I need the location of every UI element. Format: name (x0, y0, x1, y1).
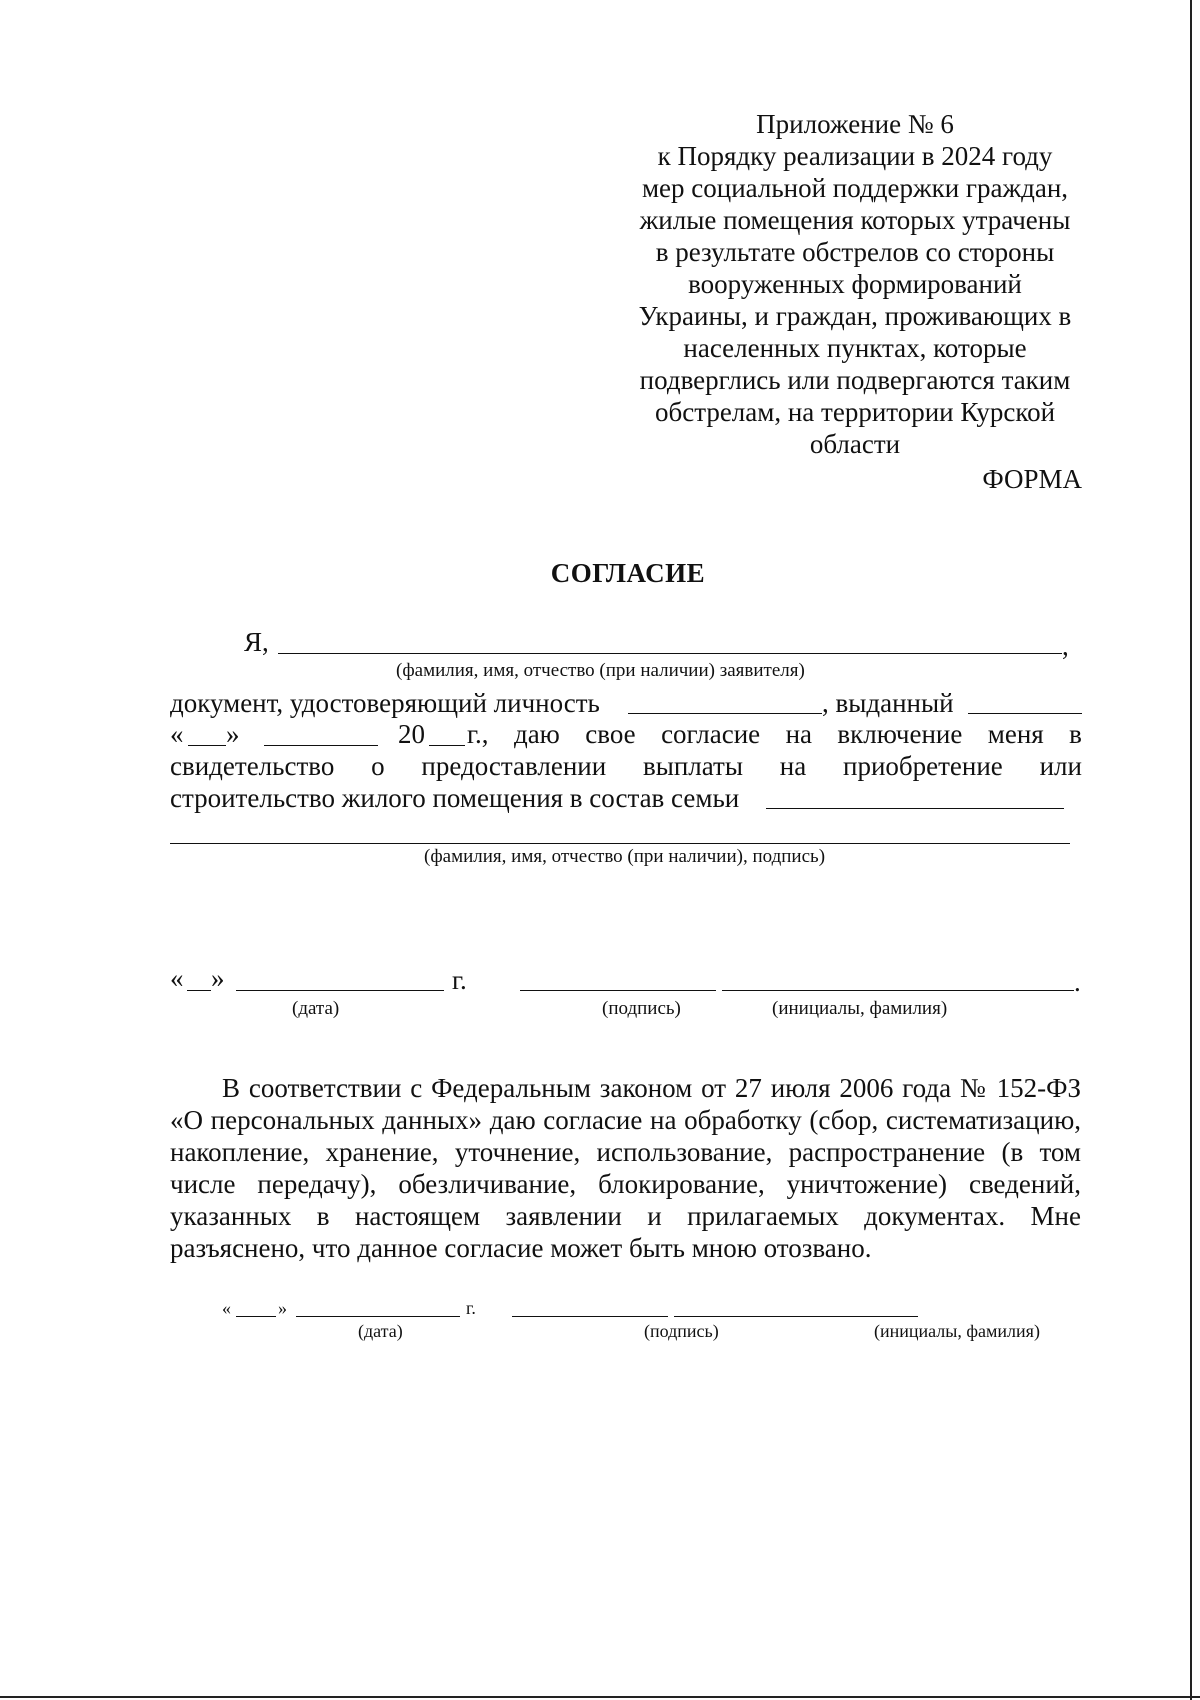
sign2-date-field[interactable] (296, 1316, 460, 1317)
family-label: строительство жилого помещения в состав семьи (170, 783, 740, 813)
document-label: документ, удостоверяющий личность (170, 688, 600, 718)
issue-month-field[interactable] (264, 745, 378, 746)
applicant-caption: (фамилия, имя, отчество (при наличии) заявителя) (396, 660, 805, 681)
word: включение (837, 719, 963, 749)
date-quote-open: « (170, 719, 184, 749)
sign2-name-caption: (инициалы, фамилия) (874, 1321, 1040, 1341)
sign1-g: г. (452, 965, 467, 995)
sign2-quote-close: » (278, 1298, 287, 1318)
page-edge-right (1190, 0, 1192, 1700)
family-member-field-2[interactable] (170, 843, 1070, 844)
word: на (785, 719, 812, 749)
word: на (779, 751, 807, 781)
word: о (371, 751, 385, 781)
word: или (1039, 751, 1082, 781)
appendix-line: населенных пунктах, которые (683, 333, 1027, 363)
appendix-line: жилые помещения которых утрачены (639, 205, 1071, 235)
word: свое (585, 719, 636, 749)
sign1-signature-field[interactable] (520, 990, 716, 991)
appendix-line: в результате обстрелов со стороны (655, 237, 1055, 267)
appendix-header (620, 108, 1090, 460)
issued-label: , выданный (822, 688, 954, 718)
word: в (1069, 719, 1082, 749)
date-quote-close: » (226, 719, 240, 749)
ya-label: Я, (244, 627, 269, 657)
word: выплаты (642, 751, 743, 781)
sign1-day-field[interactable] (187, 990, 211, 991)
sign2-quote-open: « (222, 1298, 231, 1318)
word: приобретение (843, 751, 1003, 781)
family-caption: (фамилия, имя, отчество (при наличии), подпись) (424, 846, 826, 867)
personal-data-paragraph: В соответствии с Федеральным законом от 27 июля 2006 года № 152-ФЗ «О персональных данных» даю согласие на обработку (сбор, систематизацию, накопление, хранение, уточнение, использование, распространение (в том числе передачу), обезличивание, блокирование, уничтожение) сведений, указанных в настоящем заявлении и прилагаемых документах. Мне разъяснено, что данное согласие может быть мною отозвано. (170, 1073, 1081, 1263)
applicant-name-field[interactable] (278, 653, 1062, 654)
word: свидетельство (170, 751, 335, 781)
consent-line-3 (467, 718, 1082, 750)
comma: , (1062, 631, 1069, 661)
sign1-period: . (1074, 967, 1081, 997)
sign1-quote-close: » (211, 963, 225, 993)
sign2-g: г. (466, 1298, 476, 1318)
appendix-line: области (809, 429, 901, 459)
sign1-date-caption: (дата) (292, 998, 340, 1019)
document-id-field[interactable] (628, 713, 822, 714)
appendix-line: к Порядку реализации в 2024 году (657, 141, 1053, 171)
sign2-day-field[interactable] (236, 1316, 276, 1317)
appendix-line: вооруженных формирований (688, 269, 1022, 299)
sign2-date-caption: (дата) (358, 1321, 403, 1341)
sign2-signature-field[interactable] (512, 1316, 668, 1317)
issue-year-field[interactable] (429, 745, 465, 746)
sign1-date-field[interactable] (236, 990, 444, 991)
family-member-field[interactable] (766, 808, 1064, 809)
appendix-line: Приложение № 6 (756, 109, 954, 139)
page-edge-bottom (0, 1696, 1200, 1698)
sign1-signature-caption: (подпись) (602, 998, 681, 1019)
sign2-signature-caption: (подпись) (644, 1321, 719, 1341)
issue-day-field[interactable] (188, 745, 226, 746)
word: даю (513, 719, 560, 749)
word: меня (987, 719, 1044, 749)
year-prefix: 20 (398, 719, 425, 749)
consent-line-4 (170, 750, 1082, 782)
word: предоставлении (421, 751, 607, 781)
word: согласие (661, 719, 761, 749)
word: г., (467, 719, 489, 749)
appendix-line: подверглись или подвергаются таким (639, 365, 1071, 395)
appendix-line: Украины, и граждан, проживающих в (638, 301, 1072, 331)
appendix-line: мер социальной поддержки граждан, (641, 173, 1069, 203)
sign2-name-field[interactable] (674, 1316, 918, 1317)
form-label: ФОРМА (982, 464, 1082, 494)
sign1-quote-open: « (170, 963, 184, 993)
sign1-name-field[interactable] (722, 990, 1074, 991)
sign1-name-caption: (инициалы, фамилия) (772, 998, 948, 1019)
appendix-line: обстрелам, на территории Курской (654, 397, 1056, 427)
issued-by-field[interactable] (968, 713, 1082, 714)
document-title: СОГЛАСИЕ (550, 558, 706, 588)
